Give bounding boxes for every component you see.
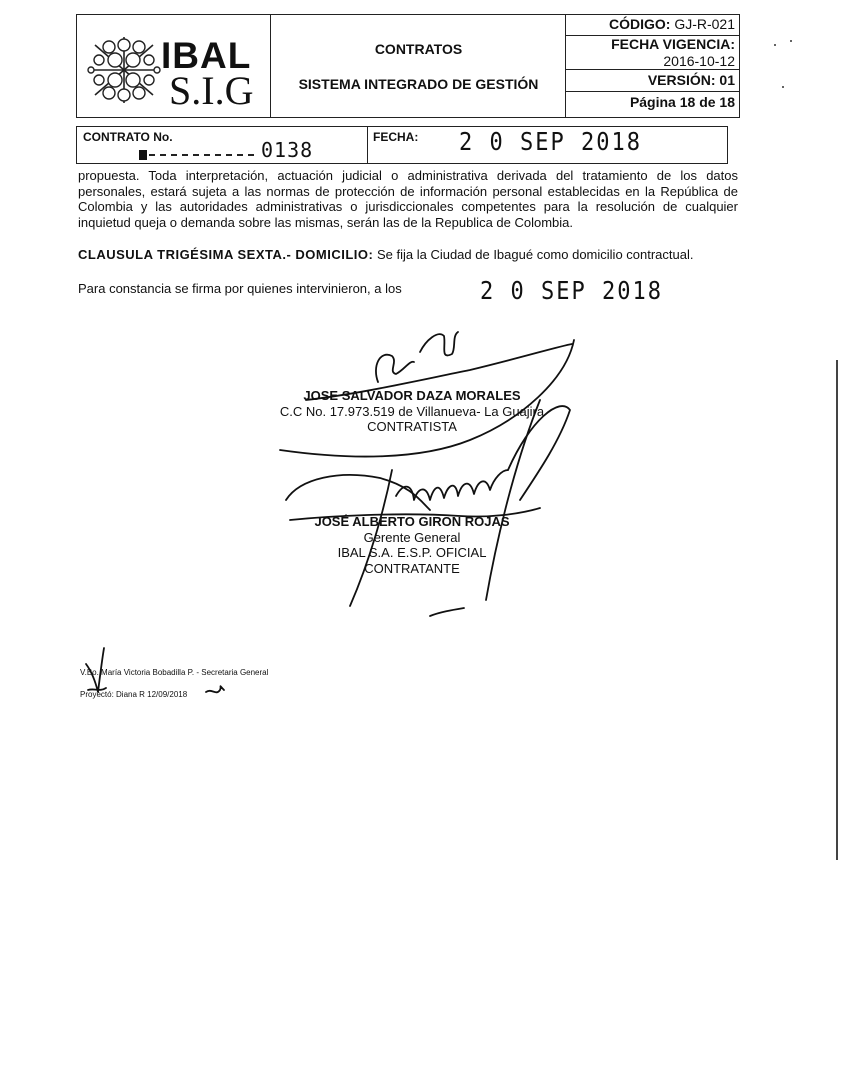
ibal-logo-icon [87, 35, 161, 105]
contractor-name: JOSE SALVADOR DAZA MORALES [303, 388, 521, 403]
validity-label: FECHA VIGENCIA: [611, 36, 735, 52]
code-label: CÓDIGO: [608, 16, 671, 32]
logo-text-ibal: IBAL [161, 35, 252, 76]
contractor-role: CONTRATISTA [367, 419, 457, 434]
clause-title: CLAUSULA TRIGÉSIMA SEXTA.- DOMICILIO: [78, 247, 374, 262]
manager-role: CONTRATANTE [364, 560, 460, 576]
document-title: CONTRATOS [374, 41, 463, 57]
manager-signature-block [262, 514, 562, 576]
redaction-mark [139, 147, 259, 159]
scan-speck [782, 86, 784, 88]
contract-number-value: 0138 [261, 138, 314, 162]
version-value: 01 [719, 72, 735, 88]
code-value: GJ-R-021 [674, 16, 735, 32]
code-cell [565, 16, 739, 33]
projected-note: Proyectó: Diana R 12/09/2018 [80, 690, 188, 699]
manager-name: JOSÉ ALBERTO GIRON ROJAS [314, 514, 510, 529]
document-subtitle: SISTEMA INTEGRADO DE GESTIÓN [298, 76, 539, 92]
approval-note: V.Bo. María Victoria Bobadilla P. - Secretaria General [80, 668, 269, 677]
header-divider [270, 15, 271, 117]
contract-date-stamp: 2 0 SEP 2018 [459, 128, 642, 157]
scan-speck [774, 44, 776, 46]
manager-company: IBAL S.A. E.S.P. OFICIAL [337, 545, 487, 560]
logo-text-sig: S.I.G [169, 68, 254, 113]
scan-speck [790, 40, 792, 42]
data-protection-paragraph: propuesta. Toda interpretación, actuación judicial o administrativa derivada del tratamiento de los datos personales, estará sujeta a las normas de protección de información personal establecidas en la República de Colombia y las autoridades administrativas o jurisdiccionales competentes para la resolución de cualquier inquietud queja o demanda sobre las mismas, serán las de la Republica de Colombia. [78, 168, 738, 230]
contract-date-label: FECHA: [373, 130, 419, 144]
page-number: Página 18 de 18 [629, 94, 735, 110]
validity-cell [565, 36, 739, 70]
clause-text: Se fija la Ciudad de Ibagué como domicilio contractual. [376, 247, 694, 262]
contractor-signature-block [262, 388, 562, 435]
document-header [76, 14, 740, 118]
signing-date-stamp: 2 0 SEP 2018 [480, 277, 663, 306]
clause-domicile [78, 247, 693, 262]
contract-number-label: CONTRATO No. [83, 130, 173, 144]
signing-statement: Para constancia se firma por quienes intervinieron, a los [78, 281, 402, 296]
manager-title: Gerente General [363, 529, 461, 545]
contract-info-box [76, 126, 728, 164]
validity-value: 2016-10-12 [663, 53, 735, 69]
scan-edge-line [836, 360, 838, 860]
contract-divider [367, 127, 368, 163]
header-row-line [565, 91, 739, 92]
version-label: VERSIÓN: [647, 72, 716, 88]
version-cell [565, 72, 739, 89]
contractor-id: C.C No. 17.973.519 de Villanueva- La Guajira [279, 403, 545, 419]
